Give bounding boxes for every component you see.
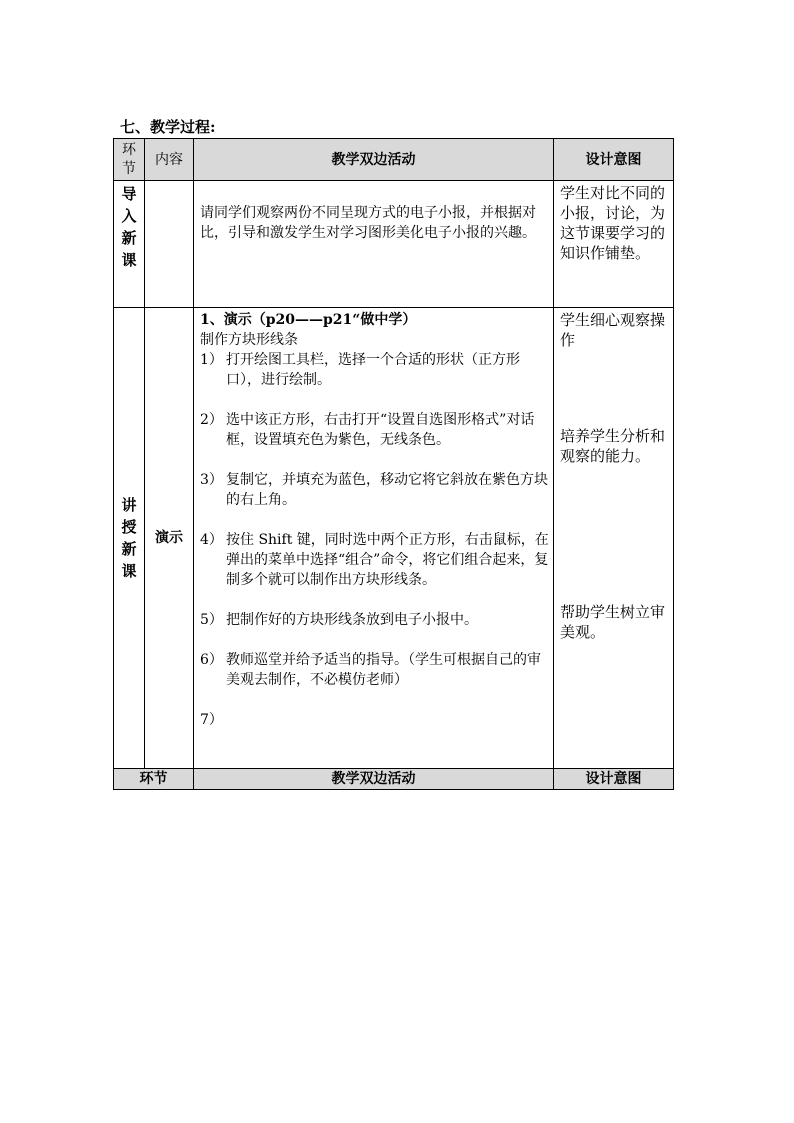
step-number: 6）	[200, 652, 223, 668]
design-note: 学生细心观察操作	[560, 311, 666, 349]
step-item	[200, 530, 549, 590]
intro-stage-char: 导	[121, 185, 137, 203]
teaching-process-table	[113, 138, 674, 790]
main-stage-label	[114, 494, 144, 582]
footer-stage: 环节	[114, 769, 194, 790]
step-text: 把制作好的方块形线条放到电子小报中。	[226, 612, 478, 628]
intro-activity-text: 请同学们观察两份不同呈现方式的电子小报，并根据对比，引导和激发学生对学习图形美化电子小报的兴趣。	[200, 205, 536, 241]
main-stage-char: 讲	[121, 496, 137, 514]
intro-content	[145, 181, 194, 308]
intro-activity	[194, 181, 554, 308]
intro-design	[554, 181, 674, 308]
header-content: 内容	[145, 139, 194, 181]
step-text: 选中该正方形，右击打开“设置自选图形格式”对话框，设置填充色为紫色，无线条色。	[226, 412, 535, 448]
intro-design-text: 学生对比不同的小报，讨论，为这节课要学习的知识作铺垫。	[560, 184, 666, 262]
main-design	[554, 308, 674, 769]
main-stage	[114, 308, 145, 769]
header-activity: 教学双边活动	[194, 139, 554, 181]
demo-heading: 1、演示（p20——p21“做中学）	[200, 312, 417, 328]
step-number: 5）	[200, 612, 223, 628]
header-design: 设计意图	[554, 139, 674, 181]
step-number: 3）	[200, 472, 223, 488]
design-note: 帮助学生树立审美观。	[560, 603, 666, 641]
intro-stage-char: 入	[121, 207, 137, 225]
main-stage-char: 课	[121, 562, 137, 580]
step-number: 2）	[200, 412, 223, 428]
footer-activity: 教学双边活动	[194, 769, 554, 790]
design-note: 培养学生分析和观察的能力。	[560, 427, 666, 465]
intro-stage-char: 新	[121, 229, 137, 247]
demo-subheading: 制作方块形线条	[200, 332, 298, 348]
footer-design: 设计意图	[554, 769, 674, 790]
section-title: 七、教学过程:	[120, 118, 216, 136]
step-item	[200, 610, 549, 630]
intro-stage-label	[114, 181, 144, 271]
footer-row	[114, 769, 674, 790]
step-item	[200, 410, 549, 450]
main-stage-char: 新	[121, 540, 137, 558]
step-item	[200, 350, 549, 390]
step-number: 7）	[200, 712, 223, 728]
main-row	[114, 308, 674, 769]
intro-row	[114, 181, 674, 308]
header-row	[114, 139, 674, 181]
intro-stage	[114, 181, 145, 308]
main-stage-char: 授	[121, 518, 137, 536]
header-stage	[114, 139, 145, 181]
step-text: 按住 Shift 键，同时选中两个正方形，右击鼠标，在弹出的菜单中选择“组合”命令，将它们组合起来，复制多个就可以制作出方块形线条。	[226, 532, 549, 588]
step-item	[200, 650, 549, 690]
step-number: 1）	[200, 352, 223, 368]
step-text: 复制它，并填充为蓝色，移动它将它斜放在紫色方块的右上角。	[226, 472, 548, 508]
step-text: 打开绘图工具栏，选择一个合适的形状（正方形口），进行绘制。	[226, 352, 520, 388]
intro-stage-char: 课	[121, 251, 137, 269]
step-text: 教师巡堂并给予适当的指导。（学生可根据自己的审美观去制作，不必模仿老师）	[226, 652, 541, 688]
step-item	[200, 470, 549, 510]
main-content: 演示	[145, 308, 194, 769]
step-number: 4）	[200, 532, 223, 548]
main-activity	[194, 308, 554, 769]
header-stage-label: 环节	[122, 141, 136, 177]
